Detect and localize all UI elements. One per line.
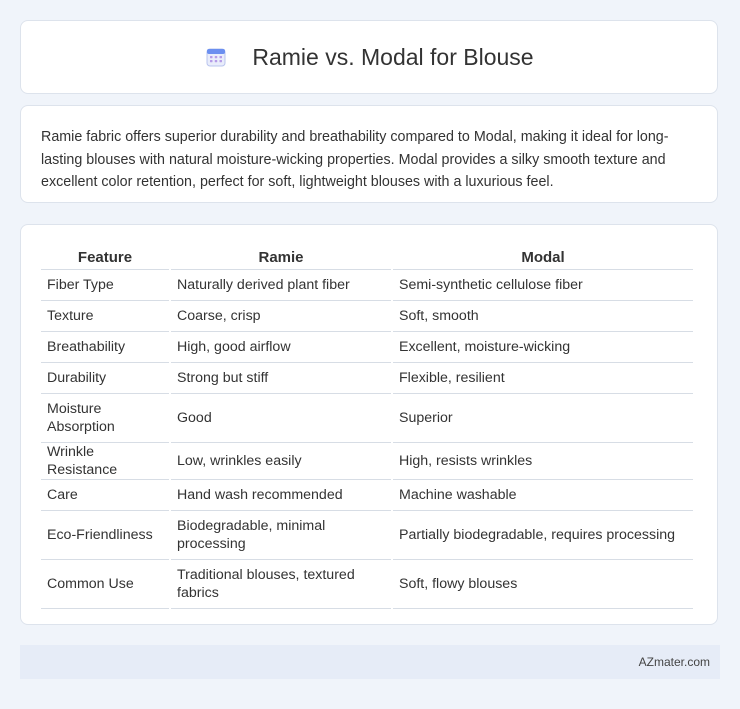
table-cell: Traditional blouses, textured fabrics (171, 560, 391, 609)
table-cell: Wrinkle Resistance (41, 443, 169, 480)
table-cell: Fiber Type (41, 270, 169, 301)
table-row (41, 394, 693, 443)
table-header-row (41, 243, 693, 270)
table-cell: Texture (41, 301, 169, 332)
table-cell: High, resists wrinkles (393, 443, 693, 480)
page-title-text: Ramie vs. Modal for Blouse (252, 43, 534, 70)
table-cell: Hand wash recommended (171, 480, 391, 511)
header-ramie: Ramie (171, 243, 391, 270)
table-cell: High, good airflow (171, 332, 391, 363)
calendar-icon (204, 45, 228, 69)
table-cell: Coarse, crisp (171, 301, 391, 332)
table-cell: Partially biodegradable, requires processing (393, 511, 693, 560)
table-cell: Superior (393, 394, 693, 443)
table-cell: Good (171, 394, 391, 443)
footer-brand: AZmater.com (638, 655, 710, 669)
comparison-table (39, 243, 695, 609)
table-cell: Soft, smooth (393, 301, 693, 332)
table-cell: Breathability (41, 332, 169, 363)
intro-text: Ramie fabric offers superior durability and breathability compared to Modal, making it ideal for long-lasting blouses with natural moisture-wicking properties. Modal provides a silky smooth texture and excellent color retention, perfect for soft, lightweight blouses with a luxurious feel. (41, 129, 669, 190)
table-row (41, 301, 693, 332)
table-row (41, 270, 693, 301)
table-cell: Eco-Friendliness (41, 511, 169, 560)
table-cell: Strong but stiff (171, 363, 391, 394)
table-cell: Common Use (41, 560, 169, 609)
header-modal: Modal (393, 243, 693, 270)
table-cell: Durability (41, 363, 169, 394)
table-cell: Machine washable (393, 480, 693, 511)
table-cell: Soft, flowy blouses (393, 560, 693, 609)
header-feature: Feature (41, 243, 169, 270)
table-cell: Biodegradable, minimal processing (171, 511, 391, 560)
table-cell: Semi-synthetic cellulose fiber (393, 270, 693, 301)
table-row (41, 363, 693, 394)
table-row (41, 443, 693, 480)
comparison-table-card (20, 224, 718, 625)
footer (20, 645, 720, 679)
table-cell: Moisture Absorption (41, 394, 169, 443)
page-title (204, 44, 533, 71)
table-cell: Flexible, resilient (393, 363, 693, 394)
intro-card (20, 105, 718, 203)
table-cell: Naturally derived plant fiber (171, 270, 391, 301)
table-row (41, 332, 693, 363)
table-row (41, 511, 693, 560)
table-row (41, 480, 693, 511)
table-cell: Care (41, 480, 169, 511)
table-cell: Low, wrinkles easily (171, 443, 391, 480)
title-card (20, 20, 718, 94)
table-row (41, 560, 693, 609)
table-cell: Excellent, moisture-wicking (393, 332, 693, 363)
